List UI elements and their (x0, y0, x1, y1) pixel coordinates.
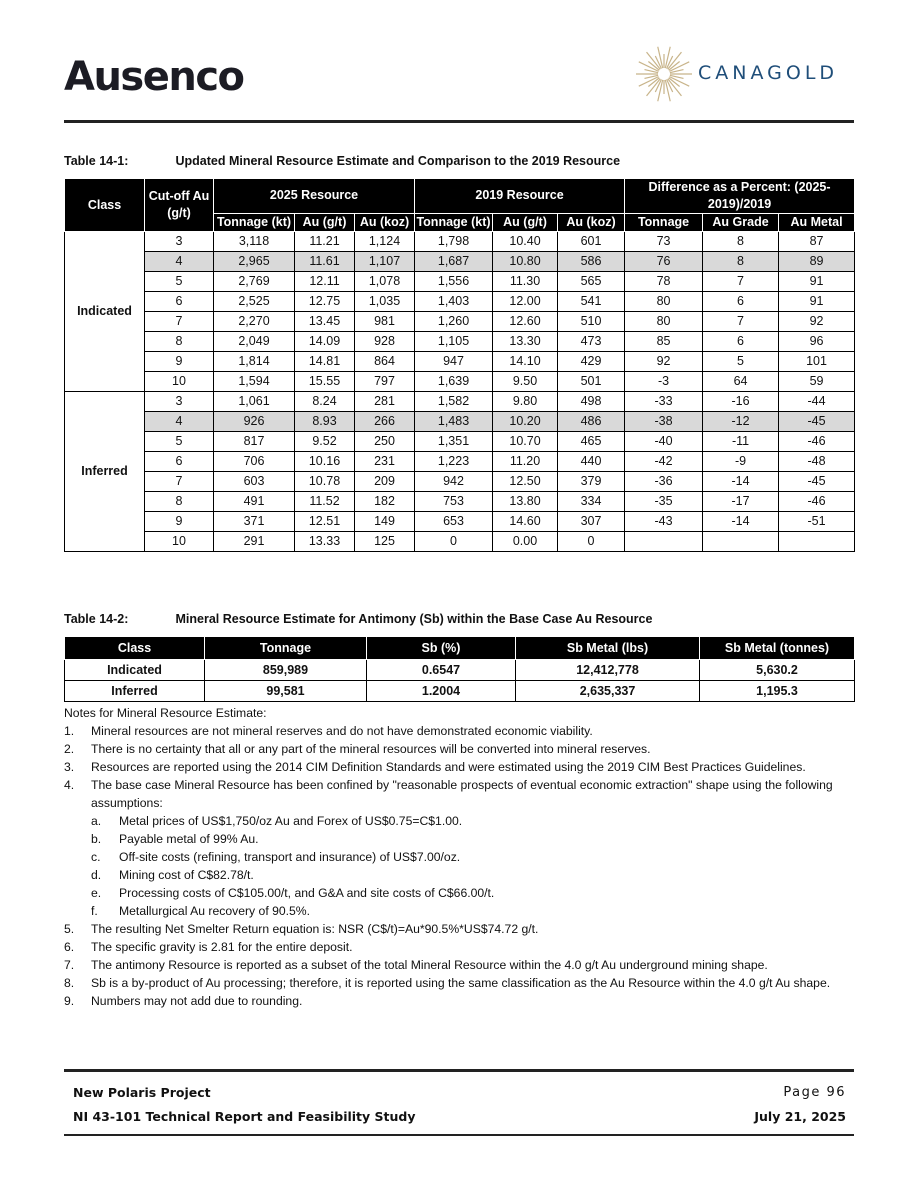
table-cell: -12 (703, 412, 779, 432)
table-cell: 753 (415, 492, 493, 512)
note-number: 8. (64, 976, 75, 990)
table-cell: 10.16 (295, 452, 355, 472)
table-cell: -46 (779, 492, 855, 512)
table-cell: 149 (355, 512, 415, 532)
table-cell: 473 (558, 332, 625, 352)
table-cell: 10.70 (493, 432, 558, 452)
note-item (64, 992, 864, 1010)
header-au-2025: Au (g/t) (295, 213, 355, 232)
table-cell: 465 (558, 432, 625, 452)
table-cell: -42 (625, 452, 703, 472)
table-row (65, 472, 855, 492)
table-cell: 73 (625, 232, 703, 252)
notes-list (64, 722, 864, 1010)
note-number: 9. (64, 994, 75, 1008)
table-cell: 371 (214, 512, 295, 532)
table-cell: -44 (779, 392, 855, 412)
note-number: 3. (64, 760, 75, 774)
table-cell: 250 (355, 432, 415, 452)
table-cell: 11.52 (295, 492, 355, 512)
table-cell: 92 (625, 352, 703, 372)
table-cell: 1,594 (214, 372, 295, 392)
header-2025-resource: 2025 Resource (214, 179, 415, 214)
table-cell: 6 (145, 452, 214, 472)
header-au-koz-2019: Au (koz) (558, 213, 625, 232)
footer-rule-top (64, 1069, 854, 1072)
table-cell: -43 (625, 512, 703, 532)
table-row (65, 532, 855, 552)
table-cell: 4 (145, 412, 214, 432)
table-cell: 92 (779, 312, 855, 332)
table-cell: 1,260 (415, 312, 493, 332)
table-cell: 14.10 (493, 352, 558, 372)
table-cell: 12.60 (493, 312, 558, 332)
note-text: The specific gravity is 2.81 for the entire deposit. (91, 940, 353, 954)
table-cell: 13.33 (295, 532, 355, 552)
table-cell: 96 (779, 332, 855, 352)
table-cell: 498 (558, 392, 625, 412)
table-cell: 928 (355, 332, 415, 352)
table-cell: -46 (779, 432, 855, 452)
note-item (64, 938, 864, 956)
table-cell: 1,223 (415, 452, 493, 472)
table-cell: 2,965 (214, 252, 295, 272)
table-row (65, 312, 855, 332)
table-cell: 11.20 (493, 452, 558, 472)
table-cell: 14.81 (295, 352, 355, 372)
table-cell: -33 (625, 392, 703, 412)
header-rule (64, 120, 854, 123)
table-cell: Inferred (65, 681, 205, 702)
table-cell: 307 (558, 512, 625, 532)
table-cell: -45 (779, 412, 855, 432)
note-text: The base case Mineral Resource has been confined by "reasonable prospects of eventual economic extraction" shape using the following assumptions: (91, 778, 833, 810)
table-cell: 541 (558, 292, 625, 312)
table-cell: -16 (703, 392, 779, 412)
table-cell: -14 (703, 472, 779, 492)
note-number: 6. (64, 940, 75, 954)
note-item (64, 902, 864, 920)
table-cell: 653 (415, 512, 493, 532)
table-cell: 1,105 (415, 332, 493, 352)
table-cell: 281 (355, 392, 415, 412)
table-cell: 864 (355, 352, 415, 372)
table-cell: -3 (625, 372, 703, 392)
table-cell: 11.30 (493, 272, 558, 292)
table-row (65, 272, 855, 292)
table-cell: -9 (703, 452, 779, 472)
canagold-logo (634, 40, 854, 106)
antimony-header: Sb Metal (tonnes) (700, 637, 855, 660)
table-cell: 266 (355, 412, 415, 432)
table-cell: 99,581 (205, 681, 367, 702)
table-cell: 8 (703, 232, 779, 252)
table-cell: 1,195.3 (700, 681, 855, 702)
table-cell: 9 (145, 512, 214, 532)
table-cell: 14.60 (493, 512, 558, 532)
ausenco-logo (64, 54, 244, 100)
table-cell: 1,124 (355, 232, 415, 252)
table-row (65, 392, 855, 412)
canagold-logo-text: CANAGOLD (698, 62, 839, 84)
table-cell: 231 (355, 452, 415, 472)
table-cell: 10 (145, 532, 214, 552)
table-cell: 5,630.2 (700, 660, 855, 681)
table1-title: Updated Mineral Resource Estimate and Comparison to the 2019 Resource (175, 154, 621, 168)
table-cell: 78 (625, 272, 703, 292)
table-row (65, 681, 855, 702)
table-cell: 0 (558, 532, 625, 552)
table-cell: 1,687 (415, 252, 493, 272)
notes-heading: Notes for Mineral Resource Estimate: (64, 706, 267, 720)
note-item (64, 920, 864, 938)
header-difference: Difference as a Percent: (2025-2019)/2019 (625, 179, 855, 214)
table2-title: Mineral Resource Estimate for Antimony (Sb) within the Base Case Au Resource (175, 612, 653, 626)
note-item (64, 758, 864, 776)
header-au-koz-2025: Au (koz) (355, 213, 415, 232)
table-cell: 9.50 (493, 372, 558, 392)
table-cell: 947 (415, 352, 493, 372)
table-cell: -11 (703, 432, 779, 452)
note-number: e. (91, 886, 102, 900)
table-cell: 9 (145, 352, 214, 372)
table-cell: 501 (558, 372, 625, 392)
note-text: Off-site costs (refining, transport and insurance) of US$7.00/oz. (119, 850, 461, 864)
table-cell: 91 (779, 292, 855, 312)
header-au-2019: Au (g/t) (493, 213, 558, 232)
table-cell: 59 (779, 372, 855, 392)
table-cell: 926 (214, 412, 295, 432)
table-cell: 379 (558, 472, 625, 492)
note-subitems (64, 812, 864, 920)
table-cell (703, 532, 779, 552)
table-cell: 7 (703, 312, 779, 332)
table-cell: 5 (145, 272, 214, 292)
table-cell: 1.2004 (367, 681, 516, 702)
table-cell: 13.30 (493, 332, 558, 352)
antimony-header: Sb Metal (lbs) (516, 637, 700, 660)
class-cell: Indicated (65, 232, 145, 392)
note-text: Processing costs of C$105.00/t, and G&A and site costs of C$66.00/t. (119, 886, 495, 900)
note-number: 4. (64, 778, 75, 792)
header-tonnage-2019: Tonnage (kt) (415, 213, 493, 232)
note-item (64, 974, 864, 992)
table-cell: 1,035 (355, 292, 415, 312)
table-cell: 603 (214, 472, 295, 492)
table-cell: 8.24 (295, 392, 355, 412)
note-number: f. (91, 904, 98, 918)
table-row (65, 412, 855, 432)
table-cell: 8 (145, 492, 214, 512)
table-cell (625, 532, 703, 552)
note-number: 1. (64, 724, 75, 738)
note-text: Resources are reported using the 2014 CIM Definition Standards and were estimated using the 2019 CIM Best Practices Guidelines. (91, 760, 806, 774)
header-diff-tonnage: Tonnage (625, 214, 703, 232)
table-cell: 1,351 (415, 432, 493, 452)
note-number: 7. (64, 958, 75, 972)
table-cell: 1,061 (214, 392, 295, 412)
table-cell: 9.80 (493, 392, 558, 412)
table-cell: 13.45 (295, 312, 355, 332)
table-cell: 942 (415, 472, 493, 492)
table-row (65, 332, 855, 352)
table-cell: 11.21 (295, 232, 355, 252)
table-cell: 14.09 (295, 332, 355, 352)
table-cell: 0.00 (493, 532, 558, 552)
table-cell: 12.00 (493, 292, 558, 312)
table-cell: -17 (703, 492, 779, 512)
note-text: Metallurgical Au recovery of 90.5%. (119, 904, 311, 918)
table-cell: 440 (558, 452, 625, 472)
table-cell: 491 (214, 492, 295, 512)
header-class: Class (65, 179, 145, 232)
sunburst-icon (634, 40, 694, 106)
note-number: 2. (64, 742, 75, 756)
table-cell: 91 (779, 272, 855, 292)
table-cell: 1,107 (355, 252, 415, 272)
table-cell: 10.20 (493, 412, 558, 432)
table-cell: 12.50 (493, 472, 558, 492)
table-row (65, 292, 855, 312)
table-cell: 7 (145, 312, 214, 332)
table-cell: -51 (779, 512, 855, 532)
antimony-header: Sb (%) (367, 637, 516, 660)
table-cell: 0 (415, 532, 493, 552)
table-row (65, 232, 855, 252)
table-row (65, 512, 855, 532)
header-tonnage-2025: Tonnage (kt) (214, 213, 295, 232)
table-cell: 13.80 (493, 492, 558, 512)
table-cell: 601 (558, 232, 625, 252)
note-text: Mineral resources are not mineral reserves and do not have demonstrated economic viability. (91, 724, 593, 738)
table-cell: -14 (703, 512, 779, 532)
table-cell: -38 (625, 412, 703, 432)
table-cell: 6 (145, 292, 214, 312)
table-cell: 3 (145, 392, 214, 412)
table-cell: -35 (625, 492, 703, 512)
table-cell: 3,118 (214, 232, 295, 252)
table-cell: 565 (558, 272, 625, 292)
note-text: There is no certainty that all or any part of the mineral resources will be converted into mineral reserves. (91, 742, 651, 756)
table-cell (779, 532, 855, 552)
header-cutoff: Cut-off Au (g/t) (145, 179, 214, 232)
table-cell: 12.75 (295, 292, 355, 312)
table-row (65, 352, 855, 372)
note-item (64, 884, 864, 902)
table-cell: 8 (703, 252, 779, 272)
note-number: a. (91, 814, 102, 828)
table1-caption (64, 154, 620, 168)
footer-date: July 21, 2025 (754, 1109, 846, 1124)
table-cell: 859,989 (205, 660, 367, 681)
table-cell: 429 (558, 352, 625, 372)
table-cell: 10 (145, 372, 214, 392)
table-cell: 76 (625, 252, 703, 272)
table-cell: 334 (558, 492, 625, 512)
table-cell: 9.52 (295, 432, 355, 452)
table-cell: 586 (558, 252, 625, 272)
table-cell: 1,078 (355, 272, 415, 292)
note-text: Mining cost of C$82.78/t. (119, 868, 254, 882)
table-cell: 510 (558, 312, 625, 332)
table-cell: 209 (355, 472, 415, 492)
table-cell: 12.51 (295, 512, 355, 532)
note-text: The antimony Resource is reported as a subset of the total Mineral Resource within the 4.0 g/t Au underground mining shape. (91, 958, 768, 972)
note-text: Sb is a by-product of Au processing; therefore, it is reported using the same classification as the Au Resource within the 4.0 g/t Au shape. (91, 976, 831, 990)
antimony-table (64, 636, 855, 702)
table-cell: 85 (625, 332, 703, 352)
table-cell: 2,769 (214, 272, 295, 292)
table-cell: 7 (145, 472, 214, 492)
note-number: c. (91, 850, 101, 864)
table-cell: 2,525 (214, 292, 295, 312)
table-row (65, 452, 855, 472)
table-cell: -48 (779, 452, 855, 472)
table-cell: 817 (214, 432, 295, 452)
footer-report: NI 43-101 Technical Report and Feasibility Study (73, 1109, 416, 1124)
table2-caption (64, 612, 652, 626)
ausenco-logo-text: Ausenco (64, 54, 244, 100)
table-cell: 291 (214, 532, 295, 552)
table-cell: 1,639 (415, 372, 493, 392)
table-cell: 1,814 (214, 352, 295, 372)
table-cell: 6 (703, 292, 779, 312)
table-cell: 797 (355, 372, 415, 392)
antimony-header: Tonnage (205, 637, 367, 660)
table-cell: 80 (625, 292, 703, 312)
table-cell: -45 (779, 472, 855, 492)
table-cell: 12,412,778 (516, 660, 700, 681)
note-text: The resulting Net Smelter Return equation is: NSR (C$/t)=Au*90.5%*US$74.72 g/t. (91, 922, 539, 936)
table2-number: Table 14-2: (64, 612, 129, 626)
note-item (64, 956, 864, 974)
note-item (64, 722, 864, 740)
table-cell: 11.61 (295, 252, 355, 272)
table-cell: 10.40 (493, 232, 558, 252)
table-cell: 1,483 (415, 412, 493, 432)
table-cell: 7 (703, 272, 779, 292)
table-row (65, 492, 855, 512)
table-cell: 8 (145, 332, 214, 352)
note-text: Payable metal of 99% Au. (119, 832, 259, 846)
table-cell: 486 (558, 412, 625, 432)
table-cell: 706 (214, 452, 295, 472)
table-cell: 1,582 (415, 392, 493, 412)
footer-project: New Polaris Project (73, 1085, 211, 1100)
table-cell: 87 (779, 232, 855, 252)
table-cell: 101 (779, 352, 855, 372)
table-cell: 125 (355, 532, 415, 552)
note-item (64, 776, 864, 812)
notes-section (64, 704, 864, 1010)
footer-rule-bottom (64, 1134, 854, 1136)
note-item (64, 830, 864, 848)
table-cell: 981 (355, 312, 415, 332)
table-cell: 8.93 (295, 412, 355, 432)
table-cell: 2,049 (214, 332, 295, 352)
table-cell: 2,270 (214, 312, 295, 332)
table1-number: Table 14-1: (64, 154, 129, 168)
table-cell: 3 (145, 232, 214, 252)
table-cell: 80 (625, 312, 703, 332)
note-number: 5. (64, 922, 75, 936)
table-cell: 10.78 (295, 472, 355, 492)
note-text: Metal prices of US$1,750/oz Au and Forex of US$0.75=C$1.00. (119, 814, 463, 828)
table-cell: 0.6547 (367, 660, 516, 681)
table-cell: 1,556 (415, 272, 493, 292)
table-cell: -36 (625, 472, 703, 492)
table-cell: 2,635,337 (516, 681, 700, 702)
note-number: b. (91, 832, 102, 846)
resource-comparison-table (64, 178, 855, 552)
note-text: Numbers may not add due to rounding. (91, 994, 303, 1008)
note-item (64, 740, 864, 758)
table-cell: 64 (703, 372, 779, 392)
table-cell: Indicated (65, 660, 205, 681)
table-cell: 15.55 (295, 372, 355, 392)
note-item (64, 848, 864, 866)
table-row (65, 660, 855, 681)
header-2019-resource: 2019 Resource (415, 179, 625, 214)
table-cell: -40 (625, 432, 703, 452)
header-diff-metal: Au Metal (779, 214, 855, 232)
footer-page: Page 96 (783, 1085, 846, 1100)
note-item (64, 866, 864, 884)
table-row (65, 432, 855, 452)
table-cell: 10.80 (493, 252, 558, 272)
note-number: d. (91, 868, 102, 882)
note-item (64, 812, 864, 830)
table-cell: 182 (355, 492, 415, 512)
class-cell: Inferred (65, 392, 145, 552)
table-cell: 5 (145, 432, 214, 452)
table-cell: 12.11 (295, 272, 355, 292)
table-row (65, 372, 855, 392)
header-diff-grade: Au Grade (703, 214, 779, 232)
table-cell: 4 (145, 252, 214, 272)
table-cell: 1,403 (415, 292, 493, 312)
table-row (65, 252, 855, 272)
antimony-header: Class (65, 637, 205, 660)
table-cell: 6 (703, 332, 779, 352)
table-cell: 89 (779, 252, 855, 272)
table-cell: 1,798 (415, 232, 493, 252)
table-cell: 5 (703, 352, 779, 372)
